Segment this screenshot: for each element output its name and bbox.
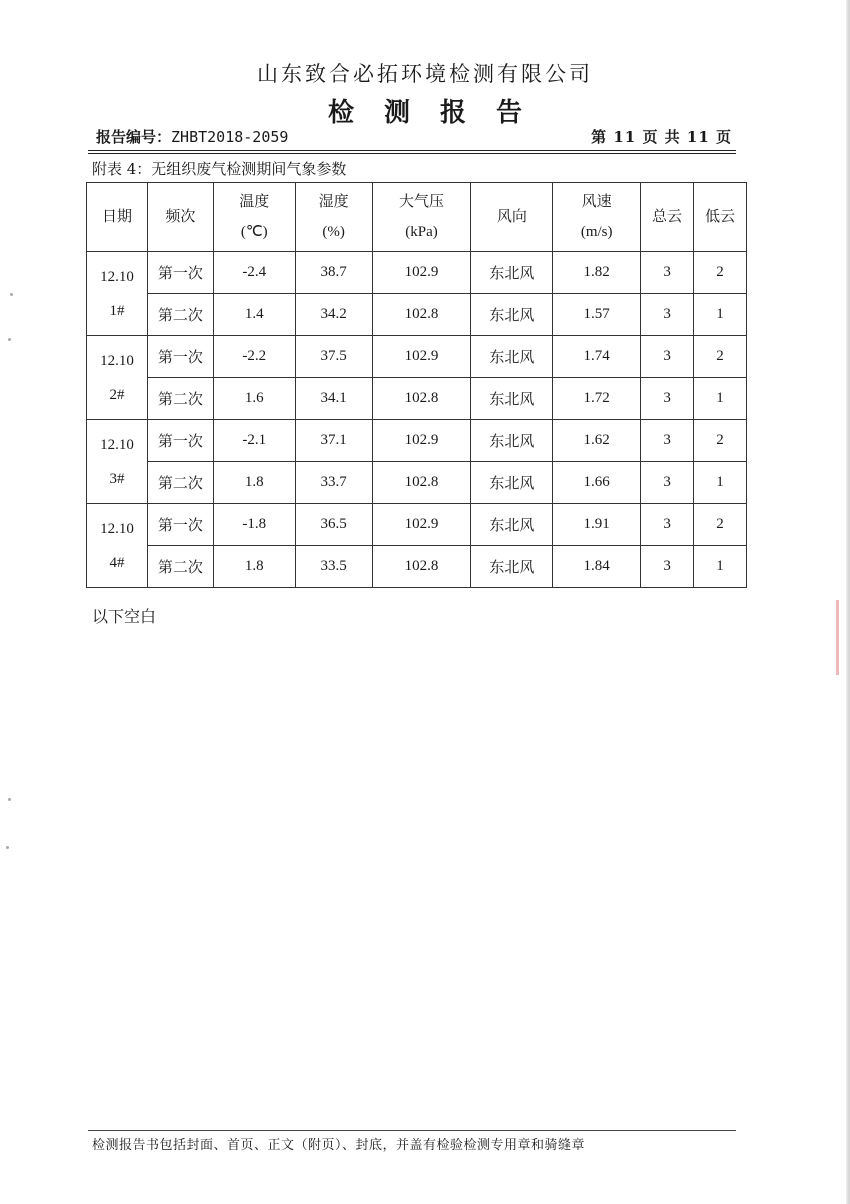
header-divider <box>88 150 736 151</box>
column-header <box>694 183 747 252</box>
cell-pressure: 102.9 <box>372 252 471 294</box>
cell-freq: 第二次 <box>147 378 213 420</box>
cell-pressure: 102.8 <box>372 462 471 504</box>
seal-stamp-fragment <box>836 600 839 675</box>
cell-total-cloud: 3 <box>641 504 694 546</box>
cell-temp: -2.4 <box>213 252 295 294</box>
cell-wind-dir: 东北风 <box>471 294 553 336</box>
cell-total-cloud: 3 <box>641 462 694 504</box>
table-row <box>87 252 747 294</box>
column-header-label: 湿度 <box>318 194 349 210</box>
scan-speck <box>8 798 11 801</box>
cell-low-cloud: 1 <box>694 462 747 504</box>
cell-pressure: 102.8 <box>372 378 471 420</box>
page-indicator: 第 11 页 共 11 页 <box>591 128 732 146</box>
cell-freq: 第二次 <box>147 294 213 336</box>
company-name: 山东致合必拓环境检测有限公司 <box>257 62 593 86</box>
table-row <box>87 294 747 336</box>
column-header <box>87 183 148 252</box>
cell-wind-speed: 1.74 <box>553 336 641 378</box>
cell-temp: -2.1 <box>213 420 295 462</box>
header-divider-thin <box>88 153 736 154</box>
footer-divider <box>88 1130 736 1131</box>
cell-temp: 1.4 <box>213 294 295 336</box>
column-header-label: 风速 <box>581 194 612 210</box>
date-site-cell <box>87 252 148 336</box>
date-value: 12.10 <box>100 268 134 285</box>
cell-wind-dir: 东北风 <box>471 336 553 378</box>
cell-temp: 1.8 <box>213 546 295 588</box>
cell-pressure: 102.8 <box>372 546 471 588</box>
cell-total-cloud: 3 <box>641 336 694 378</box>
column-header <box>471 183 553 252</box>
cell-low-cloud: 1 <box>694 546 747 588</box>
scan-speck <box>8 338 11 341</box>
site-value: 1# <box>109 302 125 319</box>
cell-humidity: 38.7 <box>295 252 372 294</box>
site-value: 3# <box>109 470 125 487</box>
table-row <box>87 420 747 462</box>
column-header-label: 总云 <box>652 209 683 225</box>
date-value: 12.10 <box>100 436 134 453</box>
cell-total-cloud: 3 <box>641 546 694 588</box>
column-header-label: 温度 <box>239 194 270 210</box>
column-header-label: 低云 <box>705 209 736 225</box>
cell-temp: 1.8 <box>213 462 295 504</box>
cell-temp: -2.2 <box>213 336 295 378</box>
end-of-content-note: 以下空白 <box>92 607 157 626</box>
cell-wind-speed: 1.72 <box>553 378 641 420</box>
column-header-label: 日期 <box>101 209 132 225</box>
table-header-row <box>87 183 747 252</box>
cell-pressure: 102.8 <box>372 294 471 336</box>
column-header <box>213 183 295 252</box>
site-value: 4# <box>109 554 125 571</box>
cell-freq: 第一次 <box>147 420 213 462</box>
cell-low-cloud: 2 <box>694 252 747 294</box>
date-site-cell <box>87 336 148 420</box>
table-row <box>87 378 747 420</box>
cell-wind-dir: 东北风 <box>471 420 553 462</box>
cell-low-cloud: 2 <box>694 336 747 378</box>
report-number-value: ZHBT2018-2059 <box>171 128 289 146</box>
cell-wind-speed: 1.57 <box>553 294 641 336</box>
column-header-label: 频次 <box>165 209 196 225</box>
cell-freq: 第一次 <box>147 252 213 294</box>
cell-pressure: 102.9 <box>372 504 471 546</box>
report-title: 检测报告 <box>327 98 552 128</box>
cell-humidity: 37.5 <box>295 336 372 378</box>
column-header <box>295 183 372 252</box>
cell-humidity: 33.5 <box>295 546 372 588</box>
date-value: 12.10 <box>100 520 134 537</box>
cell-low-cloud: 1 <box>694 378 747 420</box>
column-header-label: 大气压 <box>398 194 444 210</box>
column-header-unit: (m/s) <box>580 224 613 240</box>
cell-humidity: 33.7 <box>295 462 372 504</box>
cell-freq: 第二次 <box>147 462 213 504</box>
cell-wind-speed: 1.62 <box>553 420 641 462</box>
table-row <box>87 504 747 546</box>
date-site-cell <box>87 420 148 504</box>
cell-wind-dir: 东北风 <box>471 546 553 588</box>
cell-wind-dir: 东北风 <box>471 252 553 294</box>
scan-edge <box>846 0 850 1204</box>
column-header-label: 风向 <box>496 209 527 225</box>
column-header <box>553 183 641 252</box>
column-header-unit: (%) <box>322 224 345 240</box>
cell-humidity: 34.1 <box>295 378 372 420</box>
cell-wind-dir: 东北风 <box>471 504 553 546</box>
cell-pressure: 102.9 <box>372 420 471 462</box>
cell-low-cloud: 2 <box>694 420 747 462</box>
cell-temp: -1.8 <box>213 504 295 546</box>
cell-humidity: 36.5 <box>295 504 372 546</box>
table-row <box>87 336 747 378</box>
cell-total-cloud: 3 <box>641 378 694 420</box>
date-value: 12.10 <box>100 352 134 369</box>
column-header <box>372 183 471 252</box>
cell-low-cloud: 1 <box>694 294 747 336</box>
scan-speck <box>10 293 13 296</box>
column-header-unit: (kPa) <box>405 224 438 240</box>
report-number <box>96 126 288 147</box>
cell-wind-speed: 1.66 <box>553 462 641 504</box>
cell-wind-dir: 东北风 <box>471 378 553 420</box>
scan-speck <box>6 846 9 849</box>
column-header-unit: (℃) <box>240 224 268 240</box>
cell-wind-speed: 1.84 <box>553 546 641 588</box>
footer-statement: 检测报告书包括封面、首页、正文（附页）、封底，并盖有检验检测专用章和骑缝章 <box>92 1138 586 1153</box>
cell-temp: 1.6 <box>213 378 295 420</box>
column-header <box>641 183 694 252</box>
cell-humidity: 34.2 <box>295 294 372 336</box>
table-caption: 附表 4：无组织废气检测期间气象参数 <box>92 160 347 178</box>
cell-freq: 第一次 <box>147 336 213 378</box>
cell-wind-dir: 东北风 <box>471 462 553 504</box>
cell-total-cloud: 3 <box>641 420 694 462</box>
cell-wind-speed: 1.82 <box>553 252 641 294</box>
cell-low-cloud: 2 <box>694 504 747 546</box>
site-value: 2# <box>109 386 125 403</box>
cell-humidity: 37.1 <box>295 420 372 462</box>
column-header <box>147 183 213 252</box>
cell-total-cloud: 3 <box>641 252 694 294</box>
table-row <box>87 462 747 504</box>
cell-freq: 第二次 <box>147 546 213 588</box>
report-number-label: 报告编号： <box>96 128 172 146</box>
weather-parameters-table <box>86 182 747 588</box>
cell-total-cloud: 3 <box>641 294 694 336</box>
cell-freq: 第一次 <box>147 504 213 546</box>
date-site-cell <box>87 504 148 588</box>
cell-pressure: 102.9 <box>372 336 471 378</box>
cell-wind-speed: 1.91 <box>553 504 641 546</box>
table-row <box>87 546 747 588</box>
